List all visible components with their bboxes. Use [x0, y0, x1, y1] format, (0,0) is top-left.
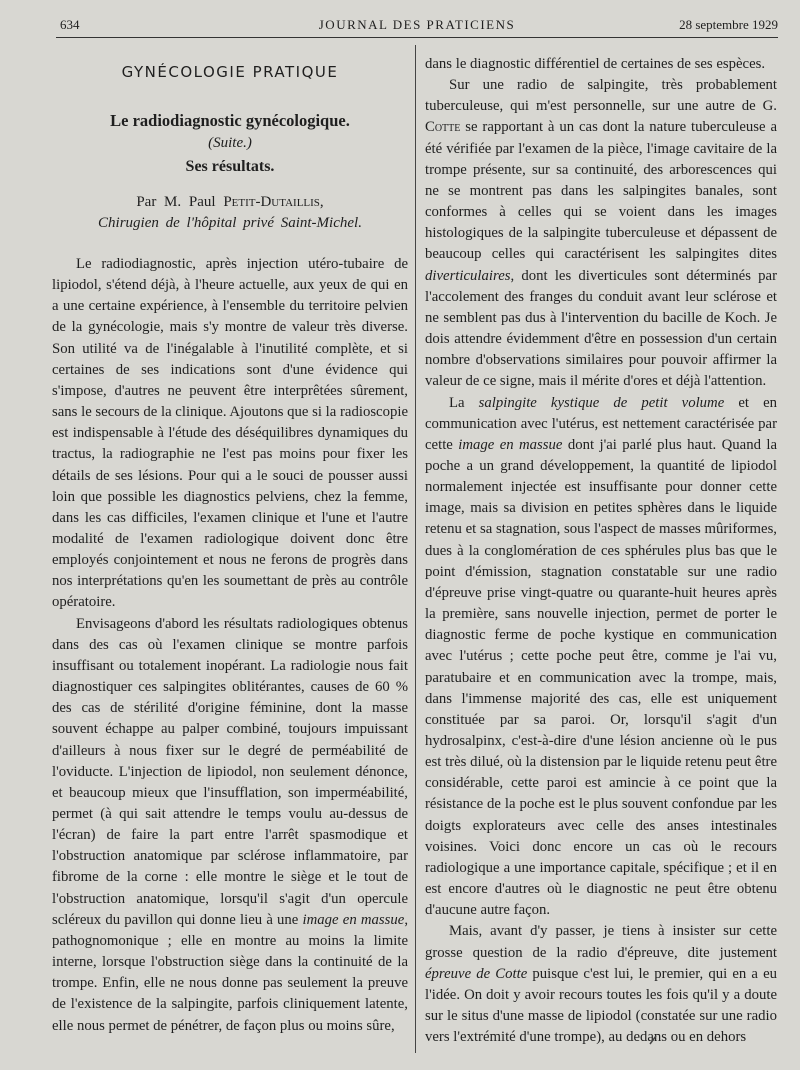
right-paragraph-2 — [425, 75, 777, 392]
left-paragraph-2 — [52, 614, 408, 1037]
issue-date: 28 septembre 1929 — [679, 17, 778, 32]
right-p3-text-b: et en communication avec l'utérus, est nettement caractérisée par cette — [425, 394, 777, 453]
right-p2-text-c: , dont les diverticules sont déterminés par l'accolement des franges du conduit avant leur sclérose et ne semblent pas dus à l'intervention du bacille de Koch. Je dois attendre évidemment d'être en possession d'un certain nombre d'observations similaires pour pouvoir affirmer la valeur de ce signe, mais il mérite d'ores et déjà l'attention. — [425, 267, 777, 390]
left-p2-text-a: Envisageons d'abord les résultats radiologiques obtenus dans des cas où l'examen clinique se montre parfois insuffisant ou totalement inopérant. La radiologie nous fait diagnostiquer ces salpingites oblitérantes, causes de 60 % des cas de stérilité d'origine féminine, dont la masse souvent échappe au palper combiné, toujours impuissant d'ailleurs à nous fixer sur le degré de perméabilité de l'oviducte. L'injection de lipiodol, non seulement dénonce, et beaucoup mieux que l'insufflation, son imperméabilité, permet (à qui sait attendre le temps voulu au-dessus de l'écran) de faire la part entre l'arrêt spasmodique et l'obstruction anatomique par sclérose inflammatoire, par fibrome de la corne : elle montre le siège et le tout de l'obstruction anatomique, lorsqu'il s'agit d'un opercule scléreux du pavillon qui donne lieu à une — [52, 615, 408, 928]
right-p3-text-c: dont j'ai parlé plus haut. Quand la poche a un grand développement, la quantité de lipiodol normalement injectée est insuffisante pour donner cette image, mais sa division en petites sphères dans le liquide retenu et sa stagnation, sous l'aspect de masses mûriformes, dues à la conglomération de ces sphérules plus bas que le point d'émission, stagnation constatable sur une radio d'épreuve prise vingt-quatre ou quarante-huit heures après la première, sans nouvelle injection, permet de porter le diagnostic ferme de poche kystique en communication avec l'utérus ; cette poche peut être, comme je l'ai vu, paratubaire et en communication avec la trompe, mais, dans l'immense majorité des cas, elle est uniquement constituée par sa paroi. Or, lorsqu'il s'agit d'un hydrosalpinx, c'est-à-dire d'une lésion ancienne où le pus est très dilué, où la distension par le liquide retenu peut être considérable, cette paroi est amincie à ce point que la résistance de la poche est le plus souvent confondue par les doigts explorateurs avec celle des anses intestinales voisines. Voici donc encore un cas où le recours radiologique a une importance capitale, spécifique ; et il en est encore d'autres où le diagnostic ne peut être obtenu d'aucune autre façon. — [425, 436, 777, 919]
article-title: Le radiodiagnostic gynécologique. — [110, 111, 350, 131]
left-column — [52, 52, 408, 1037]
byline-prefix: Par M. Paul — [136, 193, 224, 210]
right-p4-emphasis: épreuve de Cotte — [425, 965, 528, 982]
article-suite: (Suite.) — [208, 135, 252, 152]
right-paragraph-4 — [425, 921, 777, 1048]
column-rule — [415, 45, 416, 1053]
right-p3-text-a: La — [449, 394, 479, 411]
left-p2-emphasis: image en massue — [302, 911, 405, 928]
left-p2-text-b: , pathognomonique ; elle en montre au moins la limite interne, lorsque l'obstruction siège dans la continuité de la trompe. Enfin, elle ne nous donne pas seulement la preuve de l'existence de la salpingite, parfois cliniquement latente, elle nous permet de pénétrer, de façon plus ou moins sûre, — [52, 911, 408, 1034]
ink-mark — [648, 1035, 658, 1045]
right-p4-text-b: puisque c'est lui, le premier, qui en a eu l'idée. On doit y avoir recours toutes les fois qu'il y a doute sur le situs d'une masse de lipiodol (constatée sur une radio vers l'extrémité d'une trompe), au dedans ou en dehors — [425, 965, 777, 1046]
byline — [52, 192, 408, 213]
section-title: GYNÉCOLOGIE PRATIQUE — [121, 63, 339, 81]
right-p2-text-a: Sur une radio de salpingite, très probablement tuberculeuse, qui m'est personnelle, sur une autre de G. — [425, 77, 777, 115]
right-p3-emphasis-2: image en massue — [458, 436, 563, 453]
author-affiliation: Chirugien de l'hôpital privé Saint-Michel. — [98, 214, 362, 231]
running-header — [56, 14, 778, 38]
right-column — [425, 54, 777, 1048]
author-name: Petit-Dutaillis, — [223, 193, 324, 210]
right-p2-author: Cotte — [425, 119, 461, 136]
right-p2-text-b: se rapportant à un cas dont la nature tuberculeuse a été vérifiée par l'examen de la pièce, l'image cavitaire de la trompe présente, sur sa continuité, des arborescences qui ne se montrent pas dans les salpingites banales, sont conformes à celles qui se voient dans les images histologiques de la salpingite tuberculeuse et dépassent de beaucoup celles qui caractérisent les salpingites dites — [425, 119, 777, 263]
right-p3-emphasis-1: salpingite kystique de petit volume — [478, 394, 725, 411]
right-paragraph-1: dans le diagnostic différentiel de certaines de ses espèces. — [425, 56, 766, 72]
right-paragraph-3 — [425, 393, 777, 922]
right-p4-text-a: Mais, avant d'y passer, je tiens à insister sur cette grosse question de la radio d'épreuve, dite justement — [425, 923, 777, 961]
header-rule — [56, 37, 778, 38]
left-paragraph-1: Le radiodiagnostic, après injection utéro-tubaire de lipiodol, s'étend déjà, à l'heure actuelle, aux yeux de qui en a une certaine expérience, à l'ensemble du territoire pelvien de la gynécologie, mais s'y montre de valeur très diverse. Son utilité va de l'inégalable à l'inutilité complète, et si certaines de ses indications sont d'une évidence qui s'impose, d'autres ne peuvent être interprêtées sûrement, sans le secours de la clinique. Ajoutons que si la radioscopie est indispensable à l'étude des déséquilibres dynamiques du tractus, la radiographie ne l'est pas moins pour fixer les détails de ses lésions. Pour qui a le souci de pousser aussi loin que possible les diagnostics pelviens, chez la femme, dans les cas difficiles, l'examen clinique et l'une et l'autre modalité de l'examen radiologique doivent donc être employés conjointement et nous ne ferons de progrès dans nos interprétations qu'en les soumettant de près au contrôle opératoire. — [52, 255, 408, 611]
page-number: 634 — [60, 17, 80, 32]
article-subtitle: Ses résultats. — [185, 158, 275, 176]
journal-title: JOURNAL DES PRATICIENS — [318, 17, 516, 32]
right-p2-emphasis: diverticulaires — [425, 267, 511, 284]
